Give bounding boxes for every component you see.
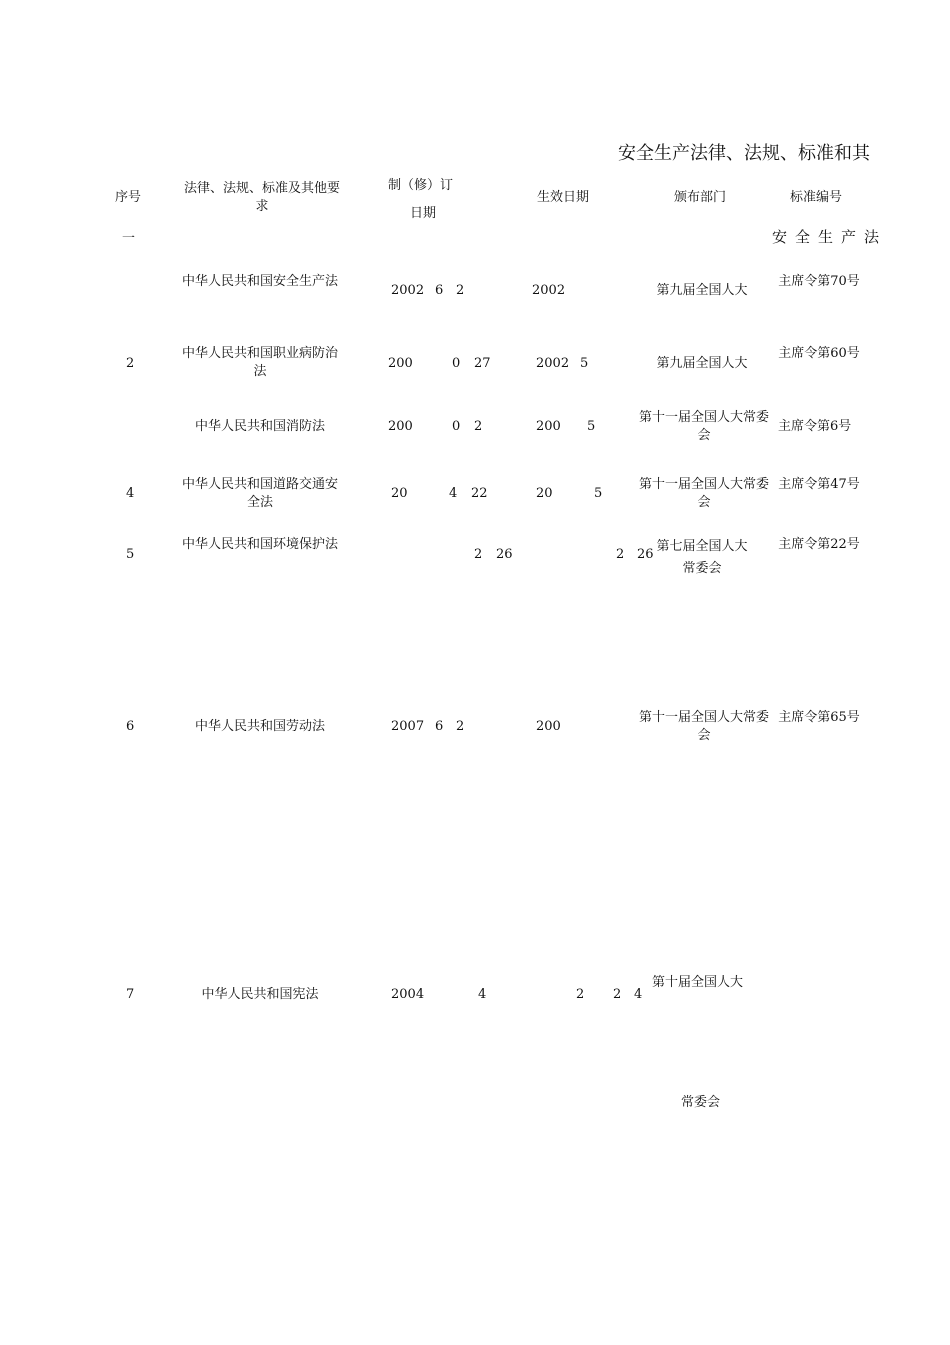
row-dept: 第九届全国人大 xyxy=(656,356,748,371)
row-dept: 第七届全国人大常委会 xyxy=(656,539,748,576)
row-std-no: 主席令第70号 xyxy=(778,274,860,289)
row-rev-month: 4 xyxy=(478,987,487,1002)
document-title: 安全生产法律、法规、标准和其 xyxy=(618,143,870,164)
row-dept: 第九届全国人大 xyxy=(656,283,748,298)
row-dept-continued: 常委会 xyxy=(681,1095,721,1110)
row-rev-day: 22 xyxy=(471,486,488,501)
header-std-no: 标准编号 xyxy=(790,190,843,205)
row-seq: 4 xyxy=(126,486,135,501)
header-name: 法律、法规、标准及其他要求 xyxy=(183,181,340,214)
row-rev-day: 27 xyxy=(474,356,491,371)
row-eff-year: 2 xyxy=(576,987,585,1002)
row-rev-year: 2007 xyxy=(391,719,425,734)
row-eff-month: 5 xyxy=(580,356,589,371)
row-rev-month: 0 xyxy=(452,419,461,434)
row-rev-month: 0 xyxy=(452,356,461,371)
row-std-no: 主席令第47号 xyxy=(778,477,860,492)
row-rev-day: 26 xyxy=(496,547,513,562)
row-name: 中华人民共和国职业病防治法 xyxy=(181,346,338,379)
header-rev-date-b: 日期 xyxy=(410,206,437,221)
row-eff-month: 2 xyxy=(616,547,625,562)
row-eff-year: 200 xyxy=(536,719,561,734)
row-rev-month: 6 xyxy=(435,283,444,298)
row-eff-month: 5 xyxy=(587,419,596,434)
row-rev-day: 2 xyxy=(456,719,465,734)
row-rev-day: 2 xyxy=(456,283,465,298)
row-name: 中华人民共和国消防法 xyxy=(194,419,325,434)
section-seq: 一 xyxy=(122,231,136,246)
row-std-no: 主席令第65号 xyxy=(778,710,860,725)
row-rev-year: 20 xyxy=(391,486,408,501)
row-seq: 6 xyxy=(126,719,135,734)
row-std-no: 主席令第60号 xyxy=(778,346,860,361)
row-rev-day: 2 xyxy=(474,419,483,434)
row-eff-year: 20 xyxy=(536,486,553,501)
row-name: 中华人民共和国劳动法 xyxy=(194,719,325,734)
row-name: 中华人民共和国安全生产法 xyxy=(181,274,338,289)
row-rev-year: 2004 xyxy=(391,987,425,1002)
row-dept: 第十一届全国人大常委会 xyxy=(638,477,769,510)
row-name: 中华人民共和国宪法 xyxy=(201,987,319,1002)
row-seq: 2 xyxy=(126,356,135,371)
row-std-no: 主席令第22号 xyxy=(778,537,860,552)
header-rev-date-a: 制（修）订 xyxy=(388,178,454,193)
row-name: 中华人民共和国道路交通安全法 xyxy=(181,477,338,510)
row-eff-year: 2002 xyxy=(532,283,566,298)
row-seq: 7 xyxy=(126,987,135,1002)
row-eff-month: 5 xyxy=(594,486,603,501)
row-seq: 5 xyxy=(126,547,135,562)
row-dept: 第十届全国人大 xyxy=(652,975,744,990)
row-std-no: 主席令第6号 xyxy=(778,419,852,434)
row-dept: 第十一届全国人大常委会 xyxy=(638,710,769,743)
row-rev-year: 2002 xyxy=(391,283,425,298)
row-eff-year: 200 xyxy=(536,419,561,434)
header-dept: 颁布部门 xyxy=(674,190,727,205)
row-rev-month: 4 xyxy=(449,486,458,501)
row-eff-year: 2002 xyxy=(536,356,570,371)
row-eff-month: 2 xyxy=(613,987,622,1002)
section-label: 安全生产法 xyxy=(772,228,888,246)
row-eff-day: 26 xyxy=(637,547,654,562)
header-seq: 序号 xyxy=(115,190,142,205)
row-rev-year: 200 xyxy=(388,419,413,434)
row-rev-month: 2 xyxy=(474,547,483,562)
row-eff-day: 4 xyxy=(634,987,643,1002)
row-dept: 第十一届全国人大常委会 xyxy=(638,410,769,443)
row-rev-month: 6 xyxy=(435,719,444,734)
header-eff-date: 生效日期 xyxy=(537,190,590,205)
row-name: 中华人民共和国环境保护法 xyxy=(181,537,338,552)
row-rev-year: 200 xyxy=(388,356,413,371)
